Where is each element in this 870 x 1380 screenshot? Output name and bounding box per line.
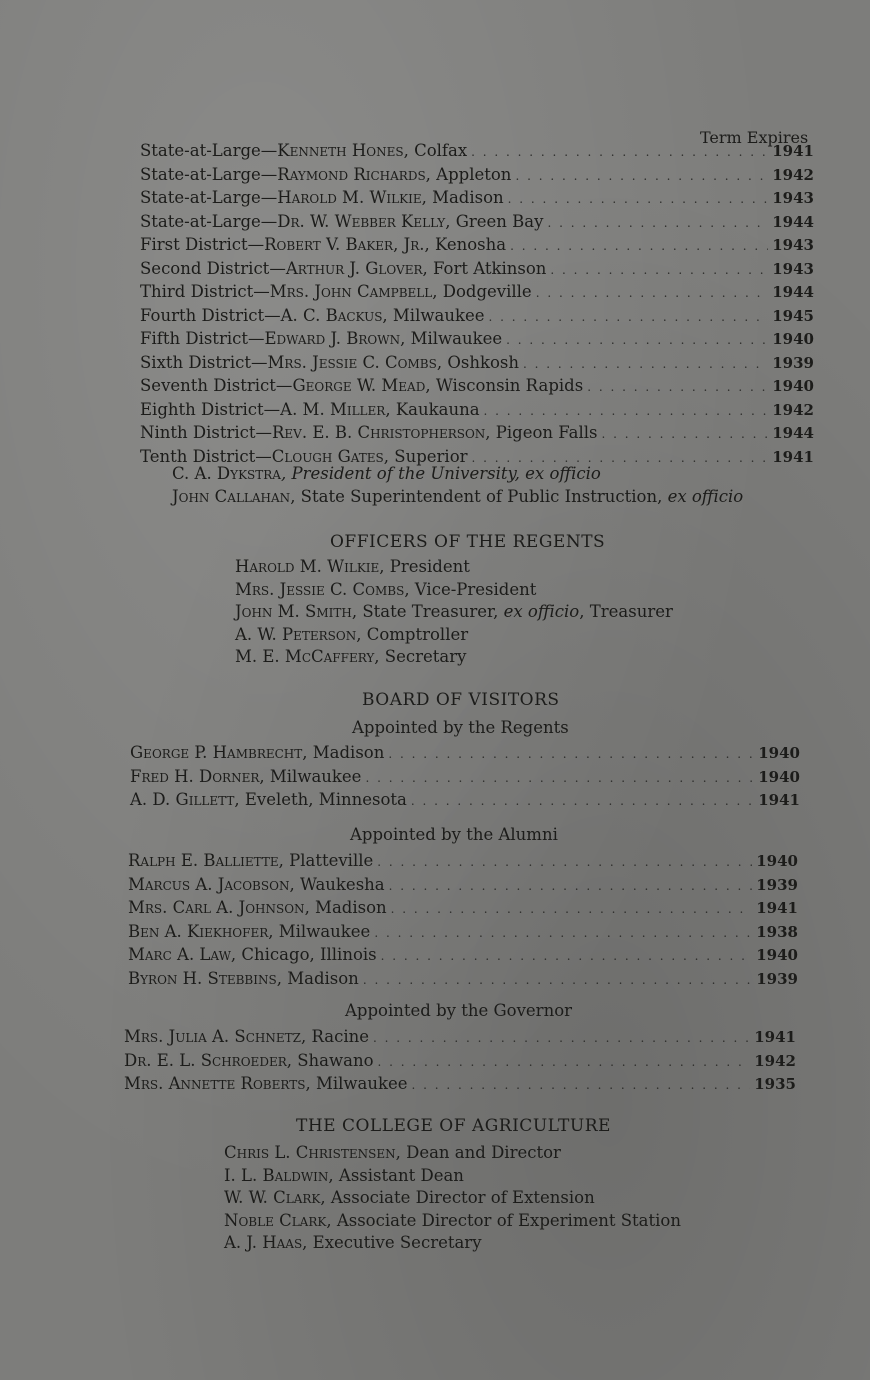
term-year: 1943 (772, 259, 814, 278)
officer-name: Harold M. Wilkie (235, 557, 380, 576)
regent-name: Mrs. John Campbell (269, 282, 433, 301)
visitor-row (128, 850, 798, 874)
officer-line (235, 624, 673, 647)
regent-district: First District— (140, 235, 265, 254)
agriculture-heading: THE COLLEGE OF AGRICULTURE (296, 1116, 611, 1136)
agriculture-line (224, 1165, 681, 1188)
leader-dots (378, 1051, 751, 1074)
officer-role: , President (379, 557, 470, 576)
regent-district: Eighth District— (140, 399, 281, 419)
regent-district: Fourth District— (140, 305, 281, 325)
visitor-name: George P. Hambrecht (130, 743, 303, 762)
officer-role-end: , Treasurer (579, 602, 673, 621)
term-year: 1944 (772, 283, 814, 301)
regent-district: State-at-Large— (140, 164, 278, 184)
leader-dots (602, 423, 769, 446)
visitor-place: , Shawano (286, 1050, 374, 1070)
agriculture-role: , Dean and Director (395, 1143, 561, 1162)
regent-district: Fifth District— (140, 329, 265, 348)
visitor-name: Dr. E. L. Schroeder (124, 1050, 287, 1070)
visitor-row (124, 1073, 796, 1097)
agriculture-role: , Associate Director of Experiment Station (326, 1210, 681, 1230)
regent-name: Arthur J. Glover (285, 258, 423, 278)
term-year: 1941 (772, 447, 814, 466)
leader-dots (381, 945, 753, 968)
officer-line (235, 556, 673, 579)
regent-row (140, 234, 814, 258)
regent-place: , Appleton (425, 164, 512, 184)
leader-dots (388, 743, 754, 766)
regent-name: Mrs. Jessie C. Combs (267, 352, 437, 372)
ex-officio-line (172, 463, 743, 486)
regent-row (140, 328, 814, 352)
officer-role: , Comptroller (356, 624, 469, 644)
regent-name: George W. Mead (292, 376, 426, 395)
term-year: 1940 (772, 377, 814, 395)
visitors-governor-list (124, 1026, 796, 1097)
regent-district: Tenth District— (140, 446, 272, 466)
leader-dots (412, 1074, 751, 1097)
regent-name: Raymond Richards (277, 164, 426, 184)
visitor-row (128, 944, 798, 968)
regent-place: , Superior (383, 446, 468, 466)
term-year: 1942 (772, 400, 814, 419)
agriculture-name: I. L. Baldwin (224, 1165, 329, 1185)
visitor-place: , Madison (276, 968, 359, 988)
visitor-row (124, 1050, 796, 1074)
visitor-name: Ralph E. Balliette (128, 851, 279, 870)
term-year: 1940 (772, 330, 814, 348)
visitor-row (130, 789, 800, 813)
regent-row (140, 399, 814, 423)
leader-dots (508, 188, 769, 211)
term-year: 1944 (772, 212, 814, 231)
visitor-row (128, 897, 798, 921)
regent-place: , Fort Atkinson (422, 258, 547, 278)
term-year: 1939 (756, 969, 798, 988)
regent-name: A. M. Miller (280, 399, 386, 419)
regent-name: Clough Gates (271, 446, 384, 466)
regent-place: , Green Bay (445, 211, 544, 231)
regent-row (140, 211, 814, 235)
visitor-row (130, 742, 800, 766)
agriculture-list (224, 1142, 681, 1255)
term-year: 1943 (772, 189, 814, 207)
term-year: 1939 (756, 875, 798, 894)
visitor-place: , Milwaukee (268, 921, 371, 941)
visitor-name: Mrs. Carl A. Johnson (128, 898, 305, 917)
term-year: 1945 (772, 306, 814, 325)
officer-role: , State Treasurer, (351, 602, 504, 621)
regent-place: , Madison (421, 188, 504, 207)
officer-name: Mrs. Jessie C. Combs (235, 579, 405, 599)
visitor-row (128, 921, 798, 945)
officer-role: , Vice-President (404, 579, 537, 599)
leader-dots (547, 212, 768, 235)
regents-list (140, 140, 814, 469)
leader-dots (471, 141, 768, 164)
leader-dots (523, 353, 768, 376)
regent-row (140, 352, 814, 376)
regent-name: Harold M. Wilkie (277, 188, 422, 207)
visitor-name: Marcus A. Jacobson (128, 874, 290, 894)
agriculture-role: , Assistant Dean (328, 1165, 464, 1185)
ex-officio-line (172, 486, 743, 509)
officers-list (235, 556, 673, 669)
leader-dots (506, 329, 768, 352)
visitor-row (124, 1026, 796, 1050)
leader-dots (515, 165, 768, 188)
term-year: 1940 (756, 852, 798, 870)
regent-place: , Oshkosh (436, 352, 519, 372)
regent-place: , Wisconsin Rapids (425, 376, 584, 395)
regent-district: Ninth District— (140, 423, 272, 442)
officer-line (235, 646, 673, 669)
agriculture-name: A. J. Haas (224, 1233, 303, 1252)
leader-dots (363, 969, 752, 992)
term-year: 1940 (758, 744, 800, 762)
regent-district: Second District— (140, 258, 286, 278)
regent-place: , Milwaukee (400, 329, 503, 348)
regent-row (140, 305, 814, 329)
regent-place: , Kaukauna (385, 399, 480, 419)
regent-place: , Kenosha (424, 235, 507, 254)
ex-officio-title: , President of the University, ex officio (280, 464, 601, 483)
leader-dots (510, 235, 768, 258)
leader-dots (391, 898, 753, 921)
visitor-name: Mrs. Annette Roberts (124, 1074, 306, 1093)
regent-name: Edward J. Brown (264, 329, 401, 348)
visitors-group-label: Appointed by the Regents (352, 718, 569, 737)
visitor-place: , Chicago, Illinois (230, 945, 377, 964)
agriculture-role: , Executive Secretary (302, 1233, 482, 1252)
regent-place: , Milwaukee (382, 305, 485, 325)
leader-dots (373, 1027, 750, 1050)
term-year: 1935 (754, 1075, 796, 1093)
regent-district: State-at-Large— (140, 141, 278, 160)
visitor-name: Mrs. Julia A. Schnetz (124, 1027, 301, 1046)
officers-heading: OFFICERS OF THE REGENTS (330, 532, 606, 552)
visitor-row (128, 874, 798, 898)
visitor-place: , Madison (304, 898, 387, 917)
regent-district: Seventh District— (140, 376, 293, 395)
visitor-row (128, 968, 798, 992)
term-year: 1939 (772, 353, 814, 372)
term-year: 1942 (754, 1051, 796, 1070)
leader-dots (550, 259, 768, 282)
visitor-place: , Eveleth, Minnesota (234, 790, 407, 809)
term-year: 1941 (758, 791, 800, 809)
term-year: 1943 (772, 236, 814, 254)
agriculture-name: W. W. Clark (224, 1188, 321, 1207)
visitor-place: , Waukesha (289, 874, 385, 894)
visitor-name: A. D. Gillett (130, 790, 235, 809)
regent-name: A. C. Backus (280, 305, 383, 325)
officer-line (235, 579, 673, 602)
visitor-name: Fred H. Dorner (130, 766, 260, 786)
term-year: 1941 (756, 899, 798, 917)
regent-row (140, 164, 814, 188)
term-year: 1942 (772, 165, 814, 184)
visitors-group-label: Appointed by the Governor (345, 1001, 573, 1020)
leader-dots (389, 875, 753, 898)
ex-officio-title-italic: ex officio (667, 486, 744, 506)
agriculture-line (224, 1210, 681, 1233)
regent-row (140, 187, 814, 211)
visitors-regents-list (130, 742, 800, 813)
leader-dots (374, 922, 752, 945)
leader-dots (488, 306, 768, 329)
visitor-place: , Milwaukee (259, 766, 362, 786)
visitor-place: , Milwaukee (305, 1074, 408, 1093)
officer-role-italic: ex officio (503, 602, 580, 621)
agriculture-role: , Associate Director of Extension (320, 1188, 595, 1207)
agriculture-line (224, 1142, 681, 1165)
ex-officio-list (172, 463, 743, 508)
regent-place: , Colfax (403, 141, 468, 160)
regent-district: State-at-Large— (140, 211, 278, 231)
regent-name: Kenneth Hones (277, 141, 404, 160)
ex-officio-name: C. A. Dykstra (172, 464, 281, 483)
officer-name: John M. Smith (235, 602, 352, 621)
visitor-name: Byron H. Stebbins (128, 968, 277, 988)
term-expires-header: Term Expires (700, 128, 809, 147)
term-year: 1941 (754, 1028, 796, 1046)
officer-line (235, 601, 673, 624)
leader-dots (377, 851, 752, 874)
visitors-heading: BOARD OF VISITORS (362, 690, 560, 710)
visitors-alumni-list (128, 850, 798, 991)
regent-row (140, 281, 814, 305)
visitor-name: Ben A. Kiekhofer (128, 921, 269, 941)
visitor-row (130, 766, 800, 790)
officer-role: , Secretary (374, 647, 467, 666)
officer-name: A. W. Peterson (235, 624, 357, 644)
leader-dots (536, 282, 769, 305)
visitor-place: , Madison (302, 743, 385, 762)
regent-district: Sixth District— (140, 352, 268, 372)
regent-row (140, 258, 814, 282)
ex-officio-name: John Callahan (172, 486, 291, 506)
regent-row (140, 375, 814, 399)
leader-dots (484, 400, 769, 423)
regent-place: , Pigeon Falls (485, 423, 598, 442)
regent-district: State-at-Large— (140, 188, 278, 207)
regent-district: Third District— (140, 282, 270, 301)
ex-officio-title: , State Superintendent of Public Instruction, (290, 486, 668, 506)
visitor-place: , Racine (300, 1027, 369, 1046)
agriculture-line (224, 1232, 681, 1255)
term-year: 1941 (772, 142, 814, 160)
regent-name: Rev. E. B. Christopherson (271, 423, 486, 442)
agriculture-name: Noble Clark (224, 1210, 327, 1230)
regent-name: Robert V. Baker, Jr. (264, 235, 425, 254)
term-year: 1940 (756, 946, 798, 964)
visitors-group-label: Appointed by the Alumni (350, 825, 558, 844)
leader-dots (411, 790, 754, 813)
agriculture-line (224, 1187, 681, 1210)
term-year: 1944 (772, 424, 814, 442)
agriculture-name: Chris L. Christensen (224, 1143, 396, 1162)
officer-name: M. E. McCaffery (235, 647, 375, 666)
visitor-place: , Platteville (278, 851, 374, 870)
regent-place: , Dodgeville (432, 282, 532, 301)
regent-name: Dr. W. Webber Kelly (277, 211, 446, 231)
leader-dots (365, 767, 754, 790)
visitor-name: Marc A. Law (128, 945, 231, 964)
regent-row (140, 140, 814, 164)
leader-dots (587, 376, 768, 399)
regent-row (140, 422, 814, 446)
term-year: 1940 (758, 767, 800, 786)
term-year: 1938 (756, 922, 798, 941)
